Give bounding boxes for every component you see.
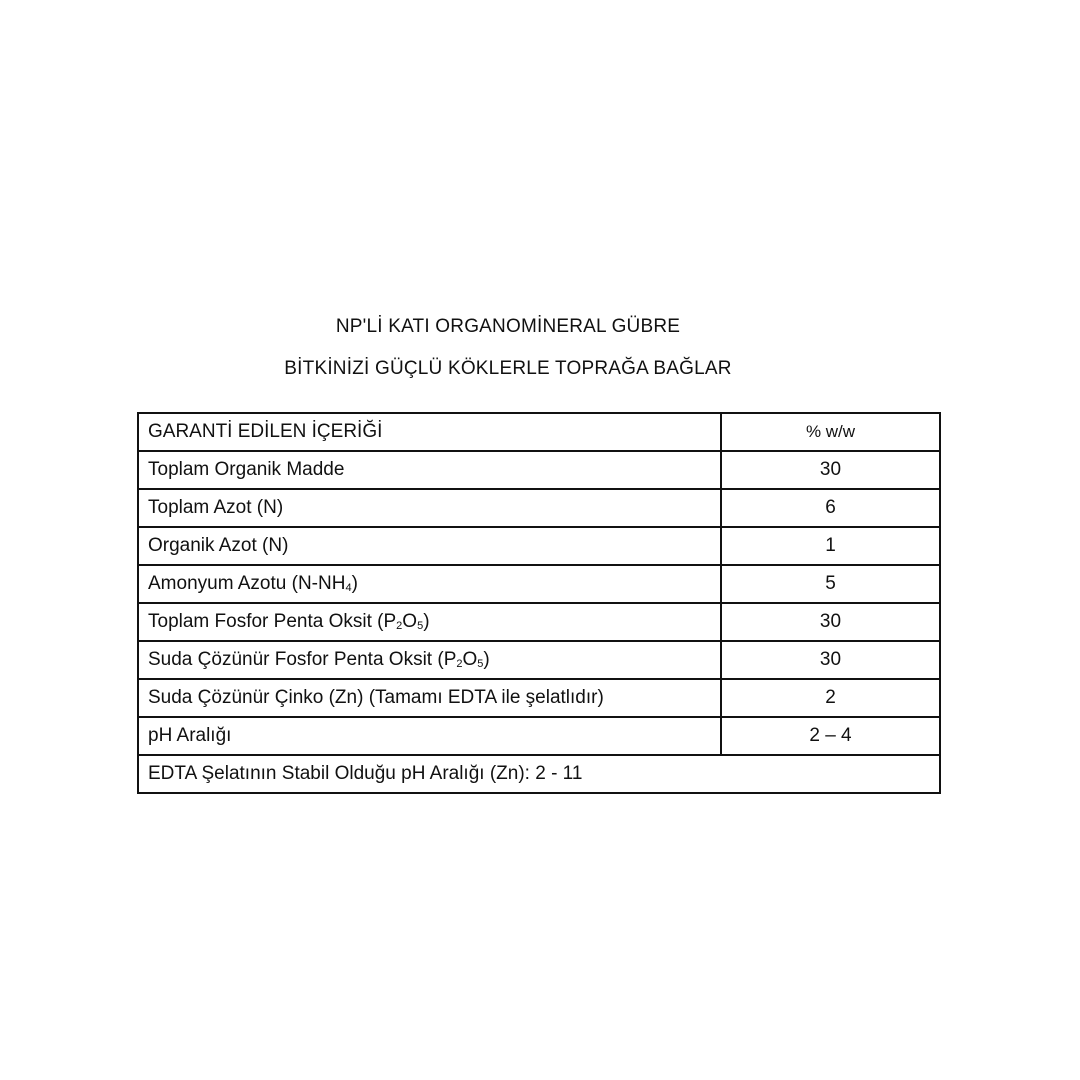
guaranteed-content-table: [137, 412, 941, 794]
table-row: [138, 451, 940, 489]
label-text: O: [402, 611, 418, 632]
row-value: 30: [721, 451, 940, 489]
row-value: 30: [721, 603, 940, 641]
row-label: [138, 641, 721, 679]
row-label: pH Aralığı: [138, 717, 721, 755]
label-subscript: 5: [477, 658, 484, 670]
row-label: Toplam Azot (N): [138, 489, 721, 527]
document-subtitle: BİTKİNİZİ GÜÇLÜ KÖKLERLE TOPRAĞA BAĞLAR: [284, 358, 732, 379]
footer-note: EDTA Şelatının Stabil Olduğu pH Aralığı (Zn): 2 - 11: [138, 755, 940, 793]
table-row: [138, 527, 940, 565]
label-subscript: 2: [456, 658, 463, 670]
table-row: [138, 489, 940, 527]
table-footer-row: [138, 755, 940, 793]
label-text: Amonyum Azotu (N-NH: [148, 573, 346, 594]
label-text: ): [423, 611, 430, 632]
row-value: 1: [721, 527, 940, 565]
table-row: [138, 603, 940, 641]
row-label: [138, 565, 721, 603]
document-title: NP'Lİ KATI ORGANOMİNERAL GÜBRE: [335, 316, 681, 337]
row-value: 2: [721, 679, 940, 717]
row-value: 6: [721, 489, 940, 527]
row-value: 5: [721, 565, 940, 603]
table-row: [138, 679, 940, 717]
row-label: Suda Çözünür Çinko (Zn) (Tamamı EDTA ile şelatlıdır): [138, 679, 721, 717]
label-text: Toplam Fosfor Penta Oksit (P: [148, 611, 397, 632]
table-header-row: [138, 413, 940, 451]
label-text: ): [483, 649, 490, 670]
label-text: O: [462, 649, 478, 670]
table-row: [138, 565, 940, 603]
label-subscript: 4: [345, 582, 352, 594]
label-subscript: 5: [417, 620, 424, 632]
label-subscript: 2: [396, 620, 403, 632]
label-text: Suda Çözünür Fosfor Penta Oksit (P: [148, 649, 457, 670]
row-value: 30: [721, 641, 940, 679]
row-label: Organik Azot (N): [138, 527, 721, 565]
label-text: ): [351, 573, 358, 594]
header-unit-cell: % w/w: [721, 413, 940, 451]
row-label: Toplam Organik Madde: [138, 451, 721, 489]
row-label: [138, 603, 721, 641]
header-label-cell: GARANTİ EDİLEN İÇERİĞİ: [138, 413, 721, 451]
row-value: 2 – 4: [721, 717, 940, 755]
table-row: [138, 717, 940, 755]
table-row: [138, 641, 940, 679]
